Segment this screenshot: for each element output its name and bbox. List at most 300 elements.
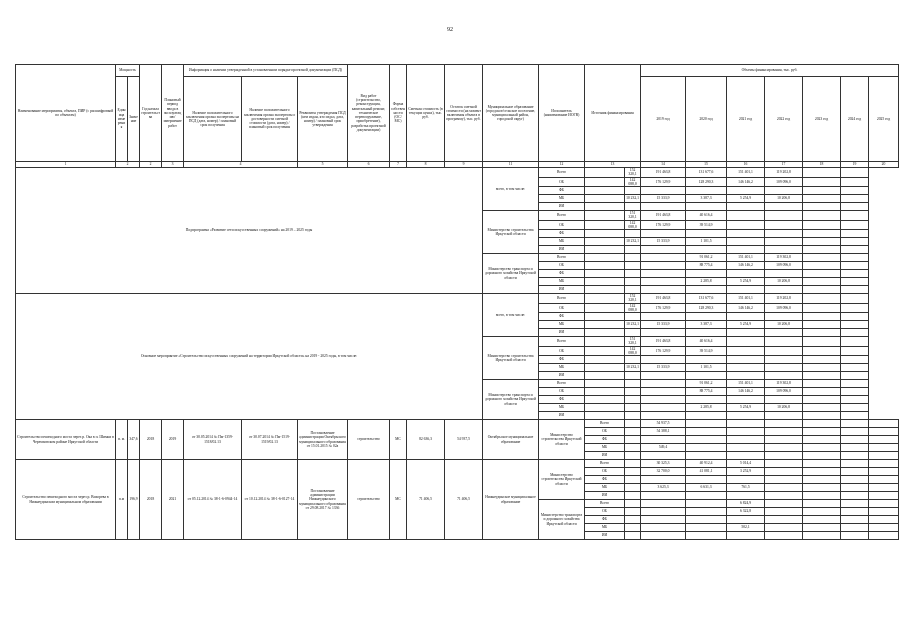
- source-extra: [585, 380, 625, 388]
- amount-cell: [841, 262, 869, 270]
- amount-cell: [727, 356, 765, 364]
- amount-cell: [803, 211, 841, 221]
- amount-cell: [727, 270, 765, 278]
- header-year-start: Год начала строительства: [140, 65, 162, 162]
- amount-cell: [841, 187, 869, 195]
- object-value: 196,9: [128, 460, 140, 540]
- amount-cell: [727, 396, 765, 404]
- total-label: всего, в том числе:: [483, 168, 539, 211]
- col-num: 12: [539, 162, 585, 168]
- header-reliability: Наличие положительного заключения органа экспертизы о достоверности сметной стоимости (дата, номер) / плановый срок получения: [242, 77, 298, 162]
- amount-cell: 5 254,9: [727, 404, 765, 412]
- amount-cell: [841, 428, 869, 436]
- amount-cell: [641, 356, 686, 364]
- table-row: [16, 420, 899, 428]
- amount-cell: 15 333,9: [641, 195, 686, 203]
- amount-cell: [841, 508, 869, 516]
- amount-cell: [625, 372, 641, 380]
- source-extra: [585, 177, 625, 187]
- amount-cell: 109 096,0: [765, 388, 803, 396]
- amount-cell: [765, 468, 803, 476]
- amount-cell: [841, 220, 869, 230]
- amount-cell: [765, 337, 803, 347]
- amount-cell: [641, 372, 686, 380]
- amount-cell: 151 320,1: [625, 337, 641, 347]
- source-cell: ИИ: [539, 329, 585, 337]
- amount-cell: [841, 444, 869, 452]
- col-num: 6: [348, 162, 390, 168]
- amount-cell: [869, 460, 899, 468]
- source-cell: ОБ: [539, 177, 585, 187]
- amount-cell: [686, 270, 727, 278]
- amount-cell: 176 129,9: [641, 220, 686, 230]
- amount-cell: 109 096,0: [765, 177, 803, 187]
- amount-cell: [765, 500, 803, 508]
- amount-cell: [803, 364, 841, 372]
- source-cell: ИИ: [585, 452, 625, 460]
- object-unit: п.м: [116, 460, 128, 540]
- amount-cell: [641, 500, 686, 508]
- amount-cell: [803, 168, 841, 178]
- total-label: всего, в том числе:: [483, 294, 539, 337]
- executor-cell: Министерство строительства Иркутской области: [539, 460, 585, 500]
- source-extra: [585, 203, 625, 211]
- amount-cell: [841, 364, 869, 372]
- col-num: 3: [162, 162, 184, 168]
- amount-cell: [727, 246, 765, 254]
- amount-cell: [727, 364, 765, 372]
- amount-cell: [765, 428, 803, 436]
- header-year-end: Плановый период ввода в эксплуатацию/ завершение работ: [162, 65, 184, 162]
- amount-cell: 15 333,9: [641, 321, 686, 329]
- amount-cell: [869, 468, 899, 476]
- amount-cell: [803, 404, 841, 412]
- amount-cell: [765, 313, 803, 321]
- amount-cell: [803, 294, 841, 304]
- amount-cell: 151 401,1: [727, 254, 765, 262]
- source-extra: [585, 286, 625, 294]
- amount-cell: [686, 516, 727, 524]
- amount-cell: [727, 492, 765, 500]
- col-num: 13: [585, 162, 641, 168]
- header-funding: Объемы финансирования, тыс. руб.: [641, 65, 899, 77]
- amount-cell: 39 514,9: [686, 346, 727, 356]
- amount-cell: 91 061,2: [686, 254, 727, 262]
- source-cell: ОБ: [539, 346, 585, 356]
- amount-cell: 131 677,6: [686, 168, 727, 178]
- amount-cell: [841, 278, 869, 286]
- amount-cell: [869, 436, 899, 444]
- source-cell: МБ: [539, 278, 585, 286]
- amount-cell: [803, 460, 841, 468]
- source-extra: [625, 460, 641, 468]
- amount-cell: [686, 396, 727, 404]
- executor-cell: Министерство транспорта и дорожного хозяйства Иркутской области: [483, 254, 539, 294]
- header-exam: Наличие положительного заключения органа экспертизы на ПСД (дата, номер) / плановый срок получения: [184, 77, 242, 162]
- object-year-end: 2021: [162, 460, 184, 540]
- amount-cell: [841, 168, 869, 178]
- amount-cell: [765, 246, 803, 254]
- source-cell: Всего: [539, 337, 585, 347]
- amount-cell: [841, 270, 869, 278]
- source-cell: МБ: [539, 195, 585, 203]
- header-est-cost: Сметная стоимость (в текущих ценах), тыс. руб.: [407, 65, 445, 162]
- amount-cell: 146 146,2: [727, 262, 765, 270]
- amount-cell: [841, 303, 869, 313]
- source-cell: ИИ: [539, 203, 585, 211]
- amount-cell: 15 333,9: [641, 238, 686, 246]
- amount-cell: 549,4: [641, 444, 686, 452]
- amount-cell: [803, 444, 841, 452]
- amount-cell: 3 252,9: [727, 468, 765, 476]
- amount-cell: [803, 524, 841, 532]
- header-year: 2025 год: [869, 77, 899, 162]
- header-municipality: Муниципальное образование (городское/сельское поселение, муниципальный район, городской округ): [483, 65, 539, 162]
- object-approval: Постановление администрации Нижнеудинского муниципального образования от 29.08.2017 № 1336: [298, 460, 348, 540]
- source-extra: [585, 388, 625, 396]
- amount-cell: 2 285,8: [686, 404, 727, 412]
- header-year: 2022 год: [765, 77, 803, 162]
- source-cell: МБ: [585, 524, 625, 532]
- object-year-start: 2018: [140, 460, 162, 540]
- amount-cell: [869, 516, 899, 524]
- amount-cell: [765, 516, 803, 524]
- amount-cell: [641, 262, 686, 270]
- source-extra: [585, 303, 625, 313]
- source-cell: Всего: [585, 460, 625, 468]
- amount-cell: [803, 177, 841, 187]
- amount-cell: [641, 388, 686, 396]
- header-executor: Исполнитель (наименование ИОГВ): [539, 65, 585, 162]
- amount-cell: 5 254,9: [727, 278, 765, 286]
- amount-cell: [803, 220, 841, 230]
- amount-cell: [841, 346, 869, 356]
- amount-cell: [803, 396, 841, 404]
- amount-cell: [803, 270, 841, 278]
- amount-cell: [803, 230, 841, 238]
- amount-cell: [641, 230, 686, 238]
- amount-cell: [765, 508, 803, 516]
- col-num: 19: [841, 162, 869, 168]
- amount-cell: [803, 346, 841, 356]
- amount-cell: [765, 452, 803, 460]
- amount-cell: 142 088,0: [625, 220, 641, 230]
- amount-cell: [625, 412, 641, 420]
- page-number: 92: [447, 27, 453, 33]
- col-num: 1: [16, 162, 116, 168]
- object-year-start: 2018: [140, 420, 162, 460]
- amount-cell: 10 232,1: [625, 364, 641, 372]
- amount-cell: [727, 412, 765, 420]
- amount-cell: [841, 329, 869, 337]
- amount-cell: 119 202,8: [765, 294, 803, 304]
- amount-cell: [803, 203, 841, 211]
- amount-cell: [641, 452, 686, 460]
- amount-cell: [841, 388, 869, 396]
- amount-cell: [841, 476, 869, 484]
- object-cost: 71 406,5: [407, 460, 445, 540]
- amount-cell: [869, 484, 899, 492]
- amount-cell: [841, 195, 869, 203]
- amount-cell: 119 302,8: [765, 254, 803, 262]
- amount-cell: [641, 516, 686, 524]
- amount-cell: [803, 262, 841, 270]
- source-extra: [585, 313, 625, 321]
- amount-cell: [625, 396, 641, 404]
- executor-cell: Министерство строительства Иркутской области: [539, 420, 585, 460]
- source-extra: [585, 372, 625, 380]
- amount-cell: [869, 532, 899, 540]
- col-num: 9: [445, 162, 483, 168]
- amount-cell: [686, 500, 727, 508]
- amount-cell: [686, 452, 727, 460]
- source-cell: ОБ: [585, 468, 625, 476]
- amount-cell: [765, 396, 803, 404]
- amount-cell: 88 775,4: [686, 262, 727, 270]
- amount-cell: [869, 452, 899, 460]
- amount-cell: 6 631,3: [686, 484, 727, 492]
- amount-cell: [841, 468, 869, 476]
- header-remaining: Остаток сметной стоимости (на момент включения объекта в программу), тыс. руб.: [445, 65, 483, 162]
- amount-cell: [765, 532, 803, 540]
- source-extra: [585, 211, 625, 221]
- amount-cell: 5 254,9: [727, 195, 765, 203]
- source-extra: [625, 452, 641, 460]
- amount-cell: [765, 270, 803, 278]
- header-ownership: Форма собственности (ОС/МС): [390, 65, 407, 162]
- amount-cell: 128 290,3: [686, 303, 727, 313]
- amount-cell: [841, 516, 869, 524]
- amount-cell: [841, 337, 869, 347]
- amount-cell: 142 088,0: [625, 346, 641, 356]
- col-num: 11: [483, 162, 539, 168]
- amount-cell: [841, 321, 869, 329]
- amount-cell: [686, 428, 727, 436]
- amount-cell: [686, 286, 727, 294]
- amount-cell: [765, 420, 803, 428]
- amount-cell: [869, 508, 899, 516]
- source-cell: МБ: [539, 364, 585, 372]
- amount-cell: [765, 436, 803, 444]
- amount-cell: [641, 313, 686, 321]
- amount-cell: 41 081,1: [686, 468, 727, 476]
- amount-cell: 3 387,3: [686, 195, 727, 203]
- amount-cell: [641, 254, 686, 262]
- amount-cell: 39 514,9: [686, 220, 727, 230]
- amount-cell: 109 096,0: [765, 303, 803, 313]
- amount-cell: [625, 203, 641, 211]
- source-extra: [585, 270, 625, 278]
- object-remaining: 54 937,5: [445, 420, 483, 460]
- amount-cell: [727, 436, 765, 444]
- amount-cell: [869, 428, 899, 436]
- amount-cell: [625, 187, 641, 195]
- section-title: Подпрограмма «Развитие сети искусственных сооружений» на 2019 – 2025 годы: [16, 168, 483, 294]
- amount-cell: [803, 532, 841, 540]
- amount-cell: [869, 420, 899, 428]
- col-num: 2: [116, 162, 140, 168]
- amount-cell: [686, 508, 727, 516]
- amount-cell: [625, 278, 641, 286]
- amount-cell: [686, 230, 727, 238]
- col-num: 2: [140, 162, 162, 168]
- amount-cell: [625, 246, 641, 254]
- amount-cell: [686, 412, 727, 420]
- source-extra: [585, 238, 625, 246]
- source-cell: ОБ: [539, 220, 585, 230]
- amount-cell: 191 463,8: [641, 211, 686, 221]
- executor-cell: Министерство транспорта и дорожного хозяйства Иркутской области: [539, 500, 585, 540]
- source-cell: Всего: [539, 211, 585, 221]
- source-extra: [585, 346, 625, 356]
- col-num: 15: [686, 162, 727, 168]
- amount-cell: [625, 286, 641, 294]
- amount-cell: 191 463,8: [641, 337, 686, 347]
- source-cell: Всего: [539, 294, 585, 304]
- amount-cell: [641, 524, 686, 532]
- amount-cell: [803, 468, 841, 476]
- header-capacity: Мощность: [116, 65, 140, 77]
- amount-cell: [803, 254, 841, 262]
- amount-cell: [803, 187, 841, 195]
- amount-cell: [869, 476, 899, 484]
- header-value: Значение: [128, 77, 140, 162]
- source-cell: ФБ: [585, 476, 625, 484]
- header-year: 2024 год: [841, 77, 869, 162]
- amount-cell: [803, 508, 841, 516]
- amount-cell: [841, 460, 869, 468]
- amount-cell: [803, 476, 841, 484]
- source-cell: Всего: [539, 168, 585, 178]
- amount-cell: 151 401,1: [727, 168, 765, 178]
- amount-cell: [869, 500, 899, 508]
- amount-cell: [803, 380, 841, 388]
- amount-cell: [803, 500, 841, 508]
- amount-cell: [625, 404, 641, 412]
- amount-cell: 142 088,0: [625, 303, 641, 313]
- amount-cell: 191 463,8: [641, 294, 686, 304]
- amount-cell: 5 014,4: [727, 460, 765, 468]
- amount-cell: [625, 329, 641, 337]
- source-cell: ФБ: [539, 230, 585, 238]
- amount-cell: [841, 372, 869, 380]
- source-cell: ОБ: [539, 303, 585, 313]
- amount-cell: 6 824,9: [727, 500, 765, 508]
- source-cell: Всего: [539, 254, 585, 262]
- source-extra: [585, 195, 625, 203]
- amount-cell: [686, 532, 727, 540]
- executor-cell: Министерство строительства Иркутской области: [483, 337, 539, 380]
- object-ownership: МС: [390, 460, 407, 540]
- amount-cell: [803, 428, 841, 436]
- amount-cell: [625, 254, 641, 262]
- object-reliability: от 10.12.2014 № 38-1-6-0127-14: [242, 460, 298, 540]
- source-extra: [585, 262, 625, 270]
- amount-cell: [641, 532, 686, 540]
- amount-cell: [765, 203, 803, 211]
- table-row: [16, 460, 899, 468]
- amount-cell: [765, 220, 803, 230]
- amount-cell: [841, 532, 869, 540]
- amount-cell: [641, 404, 686, 412]
- amount-cell: [841, 286, 869, 294]
- amount-cell: 146 146,2: [727, 177, 765, 187]
- source-cell: ИИ: [539, 372, 585, 380]
- amount-cell: 761,5: [727, 484, 765, 492]
- amount-cell: 10 206,8: [765, 278, 803, 286]
- amount-cell: [641, 270, 686, 278]
- amount-cell: [641, 286, 686, 294]
- source-cell: ИИ: [539, 412, 585, 420]
- amount-cell: [641, 412, 686, 420]
- amount-cell: 5 254,9: [727, 321, 765, 329]
- amount-cell: [803, 329, 841, 337]
- source-cell: ОБ: [539, 388, 585, 396]
- amount-cell: [841, 412, 869, 420]
- amount-cell: 146 146,2: [727, 388, 765, 396]
- amount-cell: 2 285,8: [686, 278, 727, 286]
- object-approval: Постановление администрации Октябрьского муниципального образования от 15.01.2015 № 02а: [298, 420, 348, 460]
- amount-cell: [641, 246, 686, 254]
- header-name: Наименование мероприятия, объекта, ПИР (с расшифровкой по объектам): [16, 65, 116, 162]
- object-work: строительство: [348, 420, 390, 460]
- source-extra: [625, 468, 641, 476]
- amount-cell: [686, 187, 727, 195]
- source-cell: Всего: [585, 420, 625, 428]
- amount-cell: [803, 420, 841, 428]
- source-extra: [585, 254, 625, 262]
- header-source: Источник финансирования: [585, 65, 641, 162]
- source-extra: [585, 396, 625, 404]
- amount-cell: [686, 313, 727, 321]
- source-cell: ФБ: [539, 270, 585, 278]
- amount-cell: [765, 238, 803, 246]
- section-title: Основное мероприятие «Строительство искусственных сооружений на территории Иркутской области» на 2019 - 2025 годы, в том числе:: [16, 294, 483, 420]
- amount-cell: [841, 404, 869, 412]
- col-num: 5: [298, 162, 348, 168]
- amount-cell: [727, 211, 765, 221]
- source-extra: [625, 476, 641, 484]
- amount-cell: [641, 508, 686, 516]
- source-cell: ОБ: [539, 262, 585, 270]
- source-cell: ФБ: [539, 313, 585, 321]
- amount-cell: 10 206,8: [765, 321, 803, 329]
- source-extra: [625, 484, 641, 492]
- amount-cell: 32 700,0: [641, 468, 686, 476]
- amount-cell: [641, 492, 686, 500]
- amount-cell: [625, 356, 641, 364]
- source-extra: [585, 404, 625, 412]
- amount-cell: [727, 516, 765, 524]
- amount-cell: 30 325,3: [641, 460, 686, 468]
- amount-cell: 109 096,0: [765, 262, 803, 270]
- amount-cell: [765, 346, 803, 356]
- source-cell: Всего: [585, 500, 625, 508]
- source-extra: [585, 168, 625, 178]
- source-extra: [625, 516, 641, 524]
- source-extra: [585, 220, 625, 230]
- amount-cell: 152 320,1: [625, 294, 641, 304]
- amount-cell: [841, 203, 869, 211]
- amount-cell: 119 302,8: [765, 380, 803, 388]
- col-num: 7: [390, 162, 407, 168]
- amount-cell: 119 202,8: [765, 168, 803, 178]
- amount-cell: [727, 428, 765, 436]
- amount-cell: [803, 436, 841, 444]
- amount-cell: [803, 492, 841, 500]
- amount-cell: [727, 476, 765, 484]
- amount-cell: [803, 484, 841, 492]
